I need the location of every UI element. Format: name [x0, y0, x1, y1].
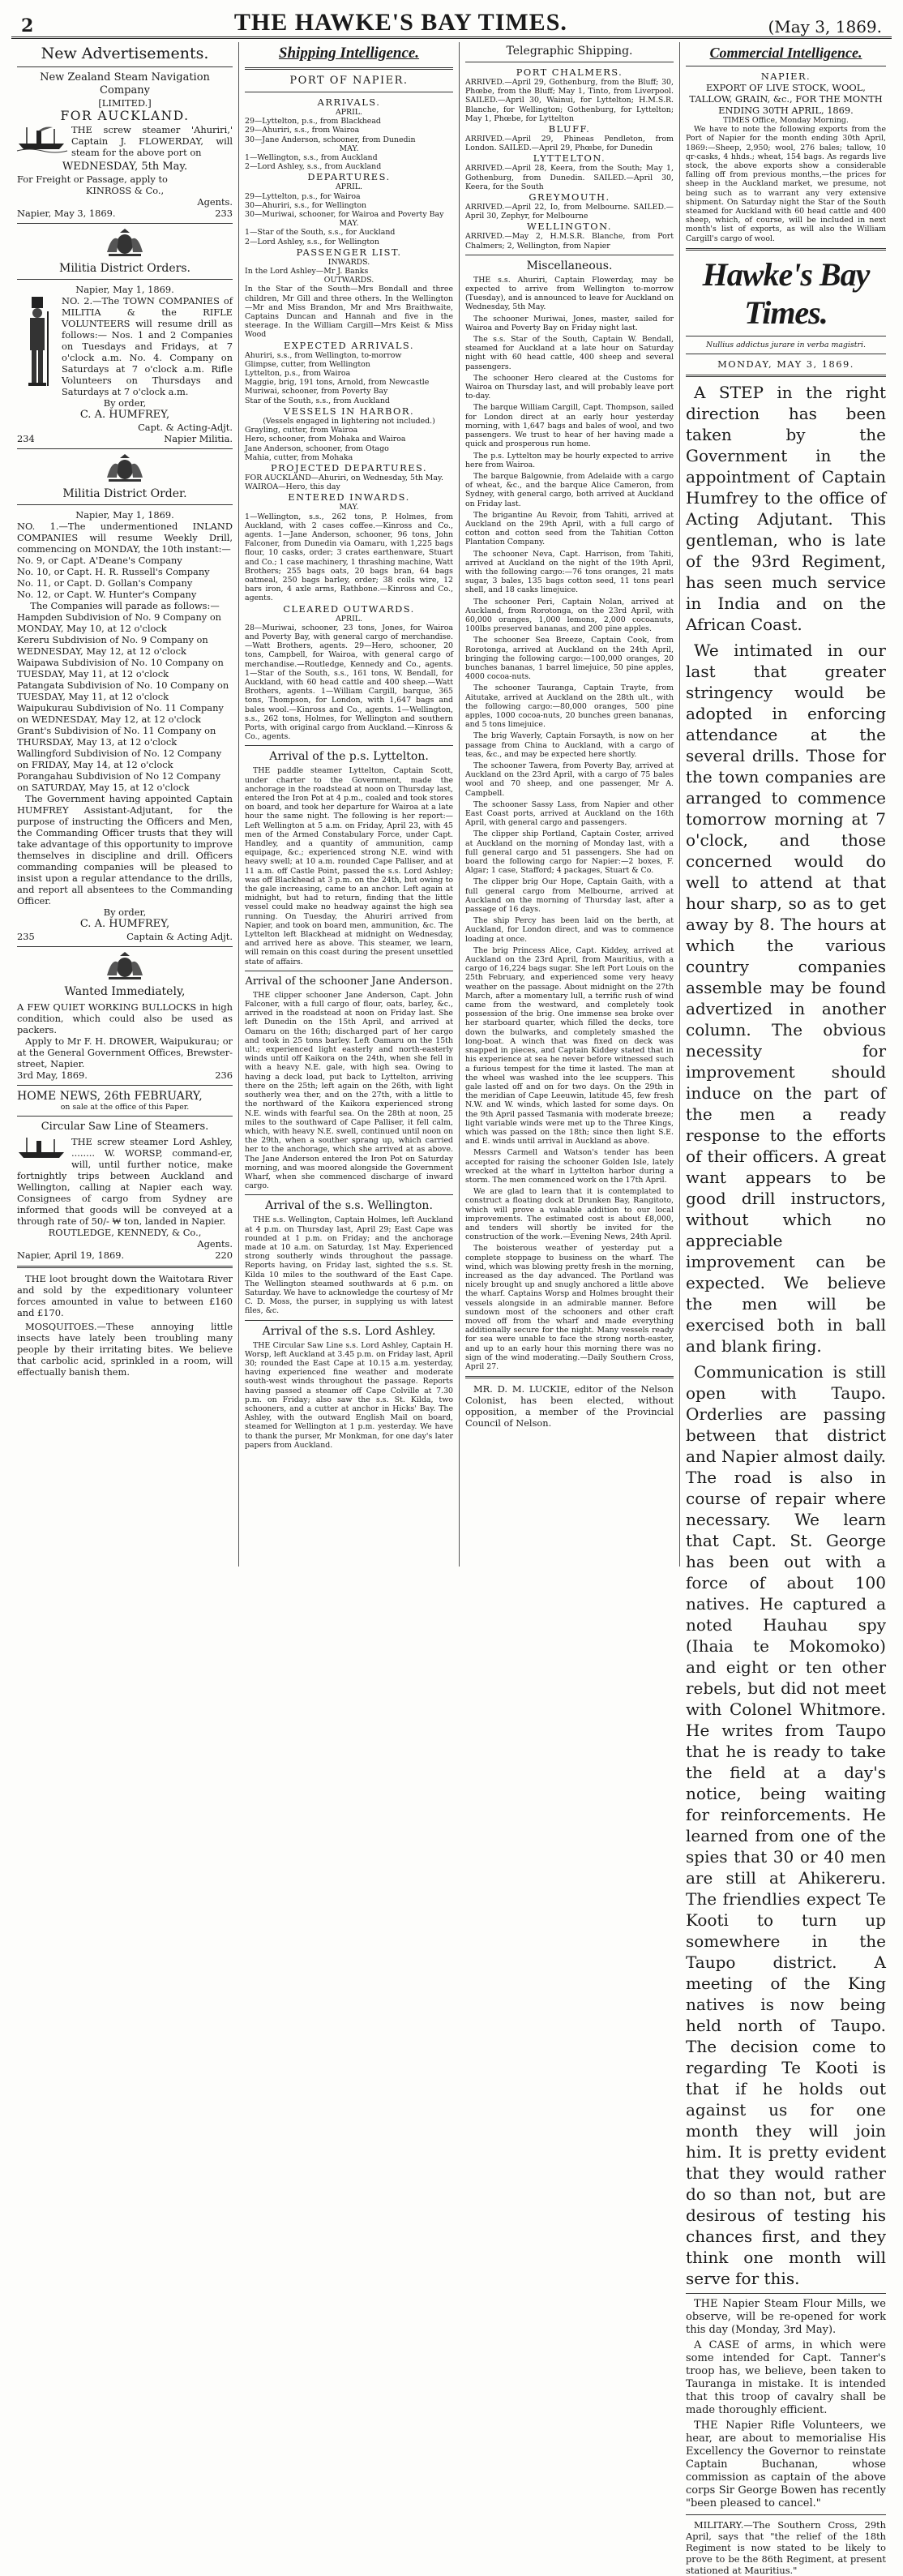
- misc-item: We are glad to learn that it is contemplated to construct a floating dock at Drunken Bay, Rangitoto, which will prove a valuable addition to our local improvements. The estimated cost is about £8,000, and tenders will shortly be invited for the construction of the work.—Evening News, 24th April.: [465, 1187, 674, 1242]
- projected-list: FOR AUCKLAND—Ahuriri, on Wednesday, 5th May. WAIROA—Hero, this day: [245, 473, 443, 492]
- agent-name: ROUTLEDGE, KENNEDY, & Co.,: [48, 1227, 202, 1239]
- misc-item: The schooner Sea Breeze, Captain Cook, from Rorotonga, arrived at Auckland on the 24th April, bringing the following cargo:—100,000 oranges, 20 bunches bananas, 1 barrel limejuice, 50 pine apples, 4000 cocoa-nuts.: [465, 636, 674, 682]
- militia-heading: Militia District Orders.: [58, 262, 190, 275]
- vessels-heading: VESSELS IN HARBOR.: [283, 405, 415, 417]
- ship-entry: Muriwai, schooner, from Poverty Bay: [245, 387, 388, 396]
- arrivals-april: [245, 117, 453, 144]
- home-news-sub: on sale at the office of this Paper.: [60, 1103, 190, 1112]
- ship-entry: 1—Star of the South, s.s., for Auckland: [245, 228, 396, 238]
- ad-number: 234: [17, 433, 35, 444]
- ad-number: 236: [215, 1069, 233, 1081]
- ad-footer-date: Napier, May 3, 1869.: [17, 208, 116, 219]
- schedule-item: Grant's Subdivision of No. 11 Company on THURSDAY, May 13, at 12 o'clock: [17, 725, 216, 748]
- ship-entry: 30—Muriwai, schooner, for Wairoa and Poverty Bay: [245, 210, 444, 220]
- schedule-item: Waipawa Subdivision of No. 10 Company on TUESDAY, May 11, at 12 o'clock: [17, 657, 224, 679]
- company-item: No. 11, or Capt. D. Gollan's Company: [17, 577, 193, 589]
- news-item-loot: THE loot brought down the Waitotara River and sold by the expeditionary volunteer forces amounted in value to between £160 and £170.: [17, 1273, 233, 1319]
- schedule-item: Kereru Subdivision of No. 9 Company on WEDNESDAY, May 12, at 12 o'clock: [17, 634, 208, 657]
- company-item: No. 9, or Capt. A'Deane's Company: [17, 555, 182, 566]
- port-heading: PORT OF NAPIER.: [289, 75, 409, 87]
- news-item: A CASE of arms, in which were some intended for Capt. Tanner's troop has, we believe, been taken to Tauranga in mistake. It is intended that this troop of cavalry shall be made thoroughly efficient.: [686, 2339, 886, 2417]
- ship-entry: 29—Ahuriri, s.s., from Wairoa: [245, 126, 360, 135]
- schedule-item: Waipukurau Subdivision of No. 11 Company on WEDNESDAY, May 12, at 12 o'clock: [17, 702, 224, 725]
- section-heading-telegraphic: Telegraphic Shipping.: [506, 45, 633, 58]
- entered-text: 1—Wellington, s.s., 262 tons, P. Holmes, from Auckland, with 2 cases coffee.—Kinross and Co., agents. 1—Jane Anderson, schooner, 96 tons, John Falconer, from Dunedin via Oamaru, with 1,225 bags flour, 10 casks, order; 3 crates earthenware, Stuart and Co.; 1 case machinery, 1 thrashing machine, Watt Brothers; 255 bags oats, 20 bags bran, 64 bags oatmeal, 250 bags barley, order; 38 coils wire, 12 bars iron, 4 axle arms, Rathbone.—Kinross and Co., agents.: [245, 512, 453, 603]
- article-lyttelton: THE paddle steamer Lyttelton, Captain Scott, under charter to the Government, made the anchorage in the roadstead at noon on Thursday last, entered the Iron Pot at 4 p.m., coaled and took stores on board, and took her departure for Wairoa at a late hour the same night. The following is her report:—Left Wellington at 5 a.m. on Friday, April 23, with 45 men of the Armed Constabulary Force, under Capt. Handley, and a quantity of ammunition, camp equipage, &c.; experienced strong N.E. wind with heavy swell; at 10 a.m. rounded Cape Palliser, and at 11 a.m. off Castle Point, passed the s.s. Lord Ashley; was off Blackhead at 3 p.m. on the 24th, but owing to the gale increasing, came to an anchor. Left again at midnight, but had to return, finding that the little vessel could make no headway against the high sea running. On Tuesday, the Ahuriri arrived from Napier, and took on board men, ammunition, &c. The Lyttelton left Blackhead at midnight on Wednesday, and arrived here as above. This steamer, we learn, will remain on this coast during the present unsettled state of affairs.: [245, 766, 453, 967]
- misc-item: The barque Balgownie, from Adelaide with a cargo of wheat, &c., and the barque Alice Cameron, from Sydney, with general cargo, both arrived at Auckland on Friday last.: [465, 471, 674, 508]
- ship-entry: 2—Lord Ashley, s.s., for Wellington: [245, 237, 379, 246]
- misc-item: The schooner Sassy Lass, from Napier and other East Coast ports, arrived at Auckland on the 16th April, with general cargo and passengers.: [465, 799, 674, 828]
- militia-note: The Government having appointed Captain HUMFREY Assistant-Adjutant, for the purpose of instructing the Officers and Men, the Commanding Officer trusts that they will take advantage of this opportunity to improve themselves in discipline and drill. Officers commanding companies will be pleased to insist upon a regular attendance to the drills, and report all absentees to the Commanding Officer.: [17, 793, 233, 907]
- agent-name: KINROSS & Co.,: [85, 185, 165, 196]
- ship-entry: 29—Lyttelton, p.s., for Wairoa: [245, 191, 361, 201]
- masthead: [11, 10, 892, 39]
- misc-item: The brigantine Au Revoir, from Tahiti, arrived at Auckland on the 29th April, with a full cargo of cotton and cotton seed from the Tahitian Cotton Plantation Company.: [465, 510, 674, 547]
- arrivals-heading: ARRIVALS.: [317, 96, 381, 108]
- company-name: New Zealand Steam Navigation Company: [40, 71, 210, 96]
- misc-item: The schooner Tawera, from Poverty Bay, arrived at Auckland on the 23rd April, with a cargo of 75 bales wool and 70 sheep, and one passenger, Mr A. Campbell.: [465, 761, 674, 798]
- militia-order-body: NO. 1.—The undermentioned INLAND COMPANIES will resume Weekly Drill, commencing on MONDAY, the 10th instant:—: [17, 521, 233, 555]
- inwards-label: INWARDS.: [327, 257, 370, 267]
- ship-entry: 2—Lord Ashley, s.s., from Auckland: [245, 162, 382, 172]
- port-heading: WELLINGTON.: [526, 221, 612, 233]
- misc-item: The clipper brig Our Hope, Captain Gaith, with a full general cargo from Melbourne, arrived at Auckland on the morning of Thursday last, after a passage of 16 days.: [465, 877, 674, 915]
- schedule-item: Patangata Subdivision of No. 10 Company on TUESDAY, May 11, at 12 o'clock: [17, 679, 229, 702]
- leading-article: [686, 382, 886, 2289]
- order-date: Napier, May 1, 1869.: [75, 284, 174, 295]
- misc-item: The brig Princess Alice, Capt. Kiddey, arrived at Auckland on the 23rd April, from Mauritius, with a cargo of 16,224 bags sugar. She left Port Louis on the 25th February, and experienced some very heavy weather on the passage. About midnight on the 27th March, after a momentary lull, a terrific rush of wind came from the westward, and completely took possession of the brig. One immense sea broke over her starboard quarter, which filled the decks, tore down the bulwarks, and completely smashed the long-boat. A winch that was fixed on deck was snapped in pieces, and Captain Kiddey stated that in his experience at sea he never before witnessed such a furious tempest for the time it lasted. The man at the wheel was washed into the lee scuppers. This gale lasted off and on for two days. On the 29th in the meridian of Cape Leeuwin, latitude 45, few fresh N.W. and W. winds, which lasted for some days. On the 9th April passed Tasmania with moderate breeze; light variable winds were met up to the Three Kings, which was passed on the 18th; since then light S.E. and E. winds until arrival in Auckland as above.: [465, 945, 674, 1147]
- motto: Nullius addictus jurare in verba magistri.: [706, 340, 866, 349]
- news-item: THE Napier Steam Flour Mills, we observe, will be re-opened for work this day (Monday, 3rd May).: [686, 2298, 886, 2337]
- steamship-icon: [17, 124, 67, 152]
- month-label: APRIL.: [335, 182, 363, 192]
- passenger-heading: PASSENGER LIST.: [296, 246, 402, 258]
- port-report: ARRIVED.—May 2, H.M.S.R. Blanche, from Port Chalmers; 2, Wellington, from Napier: [465, 232, 674, 251]
- export-report: We have to note the following exports from the Port of Napier for the month ending 30th April, 1869:—Sheep, 2,950; wool, 276 bales; tallow, 10 qr-casks, 4 hhds.; wheat, 154 bags. As regards live stock, the above exports show a considerable falling off from previous months,—the prices for sheep in the Auckland market, we presume, not being such as to warrant any very extensive shipment. On Saturday night the Star of the South steamed for Auckland with 60 head cattle and 400 sheep, which, of course, will be included in next month's list of exports, as will also the William Cargill's cargo of wool.: [686, 125, 886, 243]
- wanted-date: 3rd May, 1869.: [17, 1069, 88, 1081]
- article-heading: Arrival of the s.s. Wellington.: [265, 1199, 433, 1213]
- ship-entry: Hero, schooner, from Mohaka and Wairoa: [245, 435, 406, 444]
- expected-heading: EXPECTED ARRIVALS.: [284, 339, 414, 351]
- ship-entry: Lyttelton, p.s., from Wairoa: [245, 369, 351, 379]
- militia-orders-1: [17, 262, 233, 444]
- section-heading-advertisements: New Advertisements.: [41, 45, 209, 62]
- article-jane-anderson: THE clipper schooner Jane Anderson, Capt. John Falconer, with a full cargo of flour, oats, barley, &c., arrived in the roadstead at noon on Friday last. She left Dunedin on the 15th April, and arrived at Oamaru on the 16th; discharged part of her cargo and took in 25 tons barley. Left Oamaru on the 15th ult.; experienced light easterly and north-easterly winds until off Kaikora on the 24th, when she fell in with a heavy N.E. gale, with high sea. Owing to having a deck load, put back to Lyttelton, arriving there on the 25th; left again on the 26th, with light southerly wea ther, and on the 27th, with a little to the northward of the Kaikora experienced strong N.E. winds with fearful sea. On the 28th at noon, 25 miles to the southward of Cape Palliser, it fell calm, which, with heavy N.E. swell, continued until noon on the 29th, when a souther sprang up, which carried her to the anchorage, which she arrived at as above. The Jane Anderson entered the Iron Pot on Saturday morning, and was moored alongside the Government Wharf, when she commenced discharge of inward cargo.: [245, 990, 453, 1191]
- circular-body: THE screw steamer Lord Ashley, ........ W. WORSP, command-er, will, until further notice, make fortnightly trips between Auckland and Wellington, calling at Napier each way. Consignees of cargo from Sydney are informed that goods will be conveyed at a through rate of 50/- ₩ ton, landed in Napier.: [17, 1136, 233, 1228]
- steamship-icon: [17, 1136, 67, 1160]
- parade-line: The Companies will parade as follows:—: [30, 600, 220, 611]
- ad-number: 220: [215, 1249, 233, 1262]
- ship-entry: Maggie, brig, 191 tons, Arnold, from Newcastle: [245, 378, 430, 388]
- misc-list: [465, 276, 674, 1371]
- port-report: ARRIVED.—April 22, Io, from Melbourne. SAILED.—April 30, Zephyr, for Melbourne: [465, 203, 674, 221]
- column-shipping: [239, 42, 460, 1567]
- month-label: APRIL.: [335, 108, 363, 117]
- militia-orders-2: [17, 487, 233, 942]
- month-label: MAY.: [339, 503, 359, 512]
- news-item: THE Napier Rifle Volunteers, we hear, are about to memorialise His Excellency the Governor to reinstate Captain Buchanan, whose commission as captain of the above corps Sir George Bowen has recently "been pleased to cancel.": [686, 2420, 886, 2510]
- cleared-text: 28—Muriwai, schooner, 23 tons, Jones, for Wairoa and Poverty Bay, with general cargo of merchandise.—Watt Brothers, agents. 29—Hero, schooner, 20 tons, Campbell, for Wairoa, with general cargo of merchandise.—Routledge, Kennedy and Co., agents. 1—Star of the South, s.s., 161 tons, W. Bendall, for Auckland, with 60 head cattle and 400 sheep.—Watt Brothers, agents. 1—William Cargill, barque, 365 tons, Thompson, for London, with 1,647 bags and bales wool.—Kinross and Co., agents. 1—Wellington, s.s., 262 tons, Holmes, for Wellington and southern Ports, with original cargo from Auckland.—Kinross & Co., agents.: [245, 623, 453, 742]
- editorial-date: MONDAY, MAY 3, 1869.: [717, 358, 854, 371]
- royal-crest-icon: [104, 228, 146, 259]
- port-report: ARRIVED.—April 29, Gothenburg, from the Bluff; 30, Phœbe, from the Bluff; May 1, Tinto, from Liverpool. SAILED.—April 30, Wainui, for Lyttelton; H.M.S.R. Blanche, for Wellington; Gothenburg, for Lyttelton; May 1, Phœbe, for Lyttelton: [465, 78, 674, 123]
- article-wellington: THE s.s. Wellington, Captain Holmes, left Auckland at 4 p.m. on Thursday last, April 29; East Cape was rounded at 1 p.m. on Friday; and the anchorage made at 10 a.m. on Saturday, 1st May. Experienced strong southerly winds throughout the passage. Reports having, on Friday last, sighted the s.s. St. Kilda 10 miles to the southward of the East Cape. The Wellington steamed southwards at 6 p.m. on Saturday. We have to acknowledge the courtesy of Mr C. D. Moss, the purser, in supplying us with latest files, &c.: [245, 1215, 453, 1316]
- vessels-list: [245, 426, 453, 462]
- section-heading-shipping: Shipping Intelligence.: [278, 45, 420, 62]
- article-heading: Arrival of the schooner Jane Anderson.: [245, 975, 453, 988]
- home-news-ad: HOME NEWS, 26th FEBRUARY,: [17, 1090, 203, 1103]
- wanted-body: A FEW QUIET WORKING BULLOCKS in high condition, which could also be used as packers.: [17, 1001, 233, 1035]
- misc-item: The brig Waverly, Captain Forsayth, is now on her passage from China to Auckland, with a cargo of teas, &c., and may be expected here shortly.: [465, 731, 674, 759]
- ship-entry: Mahia, cutter, from Mohaka: [245, 452, 353, 462]
- ad-number: 233: [215, 208, 233, 219]
- port-heading: LYTTELTON.: [533, 152, 606, 165]
- news-item-military: MILITARY.—The Southern Cross, 29th April, says that "the relief of the 18th Regiment is now stated to be likely to prove to be the 86th Regiment, at present stationed at Mauritius.": [686, 2519, 886, 2576]
- ship-entry: Ahuriri, s.s., from Wellington, to-morrow: [245, 350, 402, 360]
- place-heading: NAPIER.: [760, 71, 811, 82]
- port-report: ARRIVED.—April 29, Phineas Pendleton, from London. SAILED.—April 29, Phœbe, for Dunedin: [465, 135, 674, 153]
- office-label: Napier Militia.: [164, 433, 233, 444]
- port-heading: GREYMOUTH.: [529, 191, 610, 204]
- misc-item: The schooner Hero cleared at the Customs for Wairoa on Thursday last, and will probably leave port to-day.: [465, 373, 674, 401]
- royal-crest-icon: [104, 951, 146, 982]
- cleared-heading: CLEARED OUTWARDS.: [283, 602, 415, 615]
- royal-crest-icon: [104, 453, 146, 484]
- vessels-note: (Vessels engaged in lightering not included.): [263, 416, 435, 426]
- ship-entry: Jane Anderson, schooner, from Otago: [245, 444, 389, 453]
- misc-item: The schooner Tauranga, Captain Trayte, from Aitutake, arrived at Auckland on the 28th ult., with the following cargo:—80,000 oranges, 500 pine apples, 1000 cocoa-nuts, 20 bunches green bananas, and 5 tons limejuice.: [465, 684, 674, 730]
- misc-item: Messrs Carmell and Watson's tender has been accepted for raising the schooner Golden Isle, lately wrecked at the wharf in Lyttelton harbor during a storm. The men commenced work on the 17th April.: [465, 1148, 674, 1185]
- article-heading: Arrival of the s.s. Lord Ashley.: [262, 1324, 436, 1338]
- destination: FOR AUCKLAND.: [60, 109, 190, 123]
- company-item: No. 12, or Capt. W. Hunter's Company: [17, 589, 197, 600]
- news-item-mosquitoes: MOSQUITOES.—These annoying little insects have lately been troubling many people by their irritating bites. We believe that carbolic acid, sprinkled in a room, will effectually banish them.: [17, 1321, 233, 1378]
- passengers-inward: In the Lord Ashley—Mr J. Banks: [245, 267, 369, 276]
- steam-navigation-ad: [17, 71, 233, 219]
- officer-title: Captain & Acting Adjt.: [126, 931, 233, 942]
- ship-entry: 30—Jane Anderson, schooner, from Dunedin: [245, 135, 416, 144]
- misc-item: The schooner Peri, Captain Nolan, arrived at Auckland, from Rorotonga, on the 23rd April, with 60,000 oranges, 1,000 lemons, 2,000 cocoanuts, 100lbs preserved bananas, and 200 pine apples.: [465, 597, 674, 634]
- ship-entry: 30—Ahuriri, s.s., for Wellington: [245, 200, 367, 210]
- parade-schedule: [17, 611, 233, 793]
- column-telegraphic: [460, 42, 680, 1567]
- misc-item: The schooner Muriwai, Jones, master, sailed for Wairoa and Poverty Bay on Friday night last.: [465, 314, 674, 332]
- lead-paragraph: We intimated in our last that greater stringency would be adopted in enforcing attendance at the several drills. Those for the town companies are arranged to commence tomorrow morning at 7 o'clock, and those concerned would do well to attend at that hour sharp, so as to get away by 8. The hours at which the various country companies assemble may be found advertized in another column. The obvious necessity for improvement should induce on the part of the men a ready response to the efforts of their officers. A great want appears to be good drill instructors, without which no appreciable improvement can be expected. We believe the men will be exercised both in ball and blank firing.: [686, 641, 886, 1357]
- column-advertisements: [11, 42, 239, 1567]
- ship-entry: Grayling, cutter, from Wairoa: [245, 426, 358, 435]
- misc-item: The ship Percy has been laid on the berth, at Auckland, for London direct, and was to commence loading at once.: [465, 916, 674, 944]
- departures-april: [245, 192, 453, 220]
- month-label: MAY.: [339, 219, 359, 229]
- outwards-label: OUTWARDS.: [323, 276, 374, 285]
- newspaper-title: THE HAWKE'S BAY TIMES.: [233, 9, 567, 36]
- issue-date: (May 3, 1869.: [768, 17, 882, 36]
- wanted-heading: Wanted Immediately,: [64, 985, 186, 998]
- ship-entry: 29—Lyttelton, p.s., from Blackhead: [245, 117, 381, 126]
- port-report: ARRIVED.—April 28, Keera, from the South; May 1, Gothenburg, from Dunedin. SAILED.—April 30, Keera, for the South: [465, 164, 674, 191]
- militia-order-body: NO. 2.—The TOWN COMPANIES of MILITIA & the RIFLE VOLUNTEERS will resume drill as follows:— Nos. 1 and 2 Companies on Tuesdays and Fridays, at 7 o'clock a.m. No. 4. Company on Saturdays at 7 o'clock a.m. Rifle Volunteers on Thursdays and Saturdays at 7 o'clock a.m.: [62, 295, 233, 397]
- limited-label: [LIMITED.]: [98, 97, 152, 109]
- lead-paragraph: Communication is still open with Taupo. Orderlies are passing between that district and Napier almost daily. The road is also in course of repair where necessary. We learn that Capt. St. George has been out with a force of about 100 natives. He captured a noted Hauhau spy (Ihaia te Mokomoko) and eight or ten other rebels, but did not meet with Colonel Whitmore. He writes from Taupo that he is ready to take the field at a day's notice, being waiting for reinforcements. He learned from one of the spies that 30 or 40 men are still at Ahikereru. The friendlies expect Te Kooti to turn up somewhere in the Taupo district. A meeting of the King natives is now being held north of Taupo. The decision come to regarding Te Kooti is that if he holds out against us for one month they will join him. It is pretty evident that they would rather do so than not, but are desirous of testing his chances first, and they think one month will serve for this.: [686, 1362, 886, 2289]
- passengers-outward: In the Star of the South—Mrs Bondall and three children, Mr Gill and three others. In the Wellington—Mr and Miss Brandon, Mr and Mrs Braithwaite, Captains Duncan and Hannah and five in the steerage. In the William Cargill—Mrs Keist & Miss Wood: [245, 285, 453, 340]
- office-line: TIMES Office, Monday Morning.: [723, 116, 849, 125]
- section-heading-commercial: Commercial Intelligence.: [709, 45, 862, 61]
- agents-label: Agents.: [197, 1238, 233, 1250]
- agents-label: Agents.: [197, 196, 233, 208]
- company-list: [17, 555, 233, 600]
- arrivals-may: [245, 153, 453, 171]
- wanted-apply: Apply to Mr F. H. DROWER, Waipukurau; or at the General Government Offices, Brewster-street, Napier.: [17, 1035, 233, 1069]
- company-item: No. 10, or Capt. H. R. Russell's Company: [17, 566, 210, 577]
- by-order: By order,: [103, 397, 147, 409]
- militia-heading: Militia District Order.: [62, 487, 187, 500]
- ad-number: 235: [17, 931, 35, 942]
- schedule-item: Wallingford Subdivision of No. 12 Company on FRIDAY, May 14, at 12 o'clock: [17, 748, 222, 770]
- lead-paragraph: A STEP in the right direction has been taken by the Government in the appointment of Captain Humfrey to the office of Acting Adjutant. This gentleman, who is late of the 93rd Regiment, has seen much service in India and on the African Coast.: [686, 383, 886, 635]
- news-item-luckie: MR. D. M. LUCKIE, editor of the Nelson Colonist, has been elected, without opposition, a member of the Provincial Council of Nelson.: [465, 1383, 674, 1429]
- article-lord-ashley: THE Circular Saw Line s.s. Lord Ashley, Captain H. Worsp, left Auckland at 3.45 p.m. on Friday last, April 30; rounded the East Cape at 10.15 a.m. yesterday, having experienced fine weather and moderate south-west winds throughout the passage. Reports having passed a steamer off Cape Colville at 7.30 p.m. on Friday; also saw the s.s. St. Kilda, two schooners, and a cutter at anchor in Hicks' Bay. The Ashley, with the outward English Mail on board, steamed for Wellington at 1 p.m. yesterday. We have to thank the purser, Mr Monkman, for one day's later papers from Auckland.: [245, 1340, 453, 1450]
- by-order: By order,: [103, 907, 147, 918]
- port-heading: BLUFF.: [548, 123, 591, 135]
- soldier-icon: [17, 295, 58, 391]
- page-number: 2: [21, 15, 34, 36]
- sailing-date: WEDNESDAY, 5th May.: [62, 161, 188, 173]
- misc-item: The p.s. Lyttelton may be hourly expected to arrive here from Wairoa.: [465, 451, 674, 469]
- departures-may: [245, 228, 453, 246]
- schedule-item: Hampden Subdivision of No. 9 Company on MONDAY, May 10, at 12 o'clock: [17, 611, 222, 634]
- misc-item: The s.s. Star of the South, Captain W. Bendall, steamed for Auckland at a late hour on Saturday night with 60 head cattle, 400 sheep and several passengers.: [465, 335, 674, 371]
- export-heading: EXPORT OF LIVE STOCK, WOOL, TALLOW, GRAIN, &c., FOR THE MONTH ENDING 30TH APRIL, 1869.: [689, 82, 883, 116]
- schedule-item: Porangahau Subdivision of No 12 Company on SATURDAY, May 15, at 12 o'clock: [17, 770, 221, 793]
- section-heading-miscellaneous: Miscellaneous.: [526, 259, 613, 272]
- circular-date: Napier, April 19, 1869.: [17, 1249, 125, 1262]
- ad-body: THE screw steamer 'Ahuriri,' Captain J. FLOWERDAY, will steam for the above port on: [71, 124, 233, 158]
- officer-name: C. A. HUMFREY,: [79, 409, 170, 421]
- misc-item: THE s.s. Ahuriri, Captain Flowerday, may be expected to arrive from Wellington to-morrow (Tuesday), and is announced to leave for Auckland on Wednesday, 5th May.: [465, 275, 674, 312]
- wanted-ad: [17, 985, 233, 1081]
- misc-item: The boisterous weather of yesterday put a complete stoppage to business on the wharf. The wind, which was blowing pretty fresh in the morning, increased as the day advanced. The Portland was nicely brought up and snugly anchored a little above the wharf. Captains Worsp and Holmes brought their vessels alongside in an admirable manner. Before sundown most of the schooners and other craft moved off from the wharf and made everything additionally secure for the night. Many vessels ready for sea were unable to face the strong north-easter, and up to an early hour this morning there was no sign of the wind moderating.—Daily Southern Cross, April 27.: [465, 1244, 674, 1371]
- circular-saw-ad: [17, 1121, 233, 1261]
- circular-heading: Circular Saw Line of Steamers.: [41, 1121, 209, 1134]
- entered-heading: ENTERED INWARDS.: [288, 491, 410, 504]
- ship-entry: 1—Wellington, s.s., from Auckland: [245, 153, 378, 163]
- officer-name: C. A. HUMFREY,: [79, 918, 170, 930]
- month-label: MAY.: [339, 144, 359, 153]
- expected-list: [245, 351, 453, 405]
- apply-line: For Freight or Passage, apply to: [17, 174, 168, 185]
- ship-entry: Star of the South, s.s., from Auckland: [245, 396, 390, 405]
- month-label: APRIL.: [335, 614, 363, 624]
- misc-item: The clipper ship Portland, Captain Coster, arrived at Auckland on the morning of Monday last, with a full general cargo and 51 passengers. She had on board the following cargo for Napier:—2 boxes, F. Algar; 1 case, Stafford; 4 packages, Stuart & Co.: [465, 829, 674, 876]
- article-heading: Arrival of the p.s. Lyttelton.: [269, 750, 429, 764]
- projected-heading: PROJECTED DEPARTURES.: [270, 461, 428, 474]
- order-date: Napier, May 1, 1869.: [75, 509, 174, 521]
- ship-entry: Glimpse, cutter, from Wellington: [245, 359, 370, 369]
- misc-item: The schooner Neva, Capt. Harrison, from Tahiti, arrived at Auckland on the night of the 19th April, with the following cargo:—76 tons oranges, 21 mats sugar, 3 bales, 135 bags cotton seed, 11 tons pearl shell, and 18 casks limejuice.: [465, 549, 674, 595]
- port-heading: PORT CHALMERS.: [516, 66, 623, 78]
- officer-title: Capt. & Acting-Adjt.: [138, 422, 233, 433]
- column-editorial: [680, 42, 892, 2576]
- newspaper-logo: Hawke's Bay Times.: [702, 255, 870, 331]
- misc-item: The barque William Cargill, Capt. Thompson, sailed for London direct at an early hour yesterday morning, with 1,647 bags and bales of wool, and two passengers. We trust to hear of her having made a quick and prosperous run home.: [465, 403, 674, 449]
- departures-heading: DEPARTURES.: [307, 171, 391, 183]
